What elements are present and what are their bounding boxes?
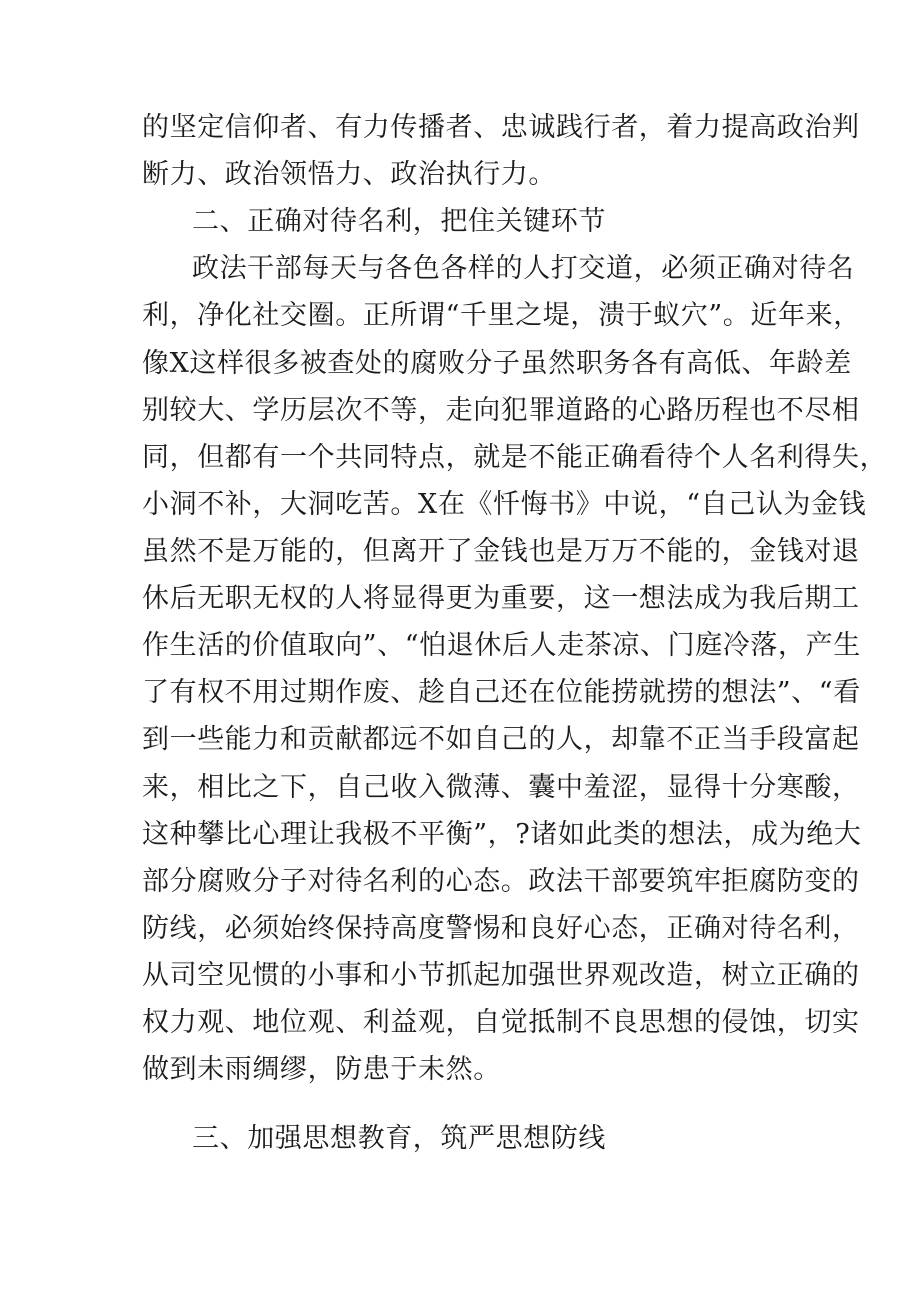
- text-line: 从司空见惯的小事和小节抓起加强世界观改造，树立正确的: [142, 960, 860, 991]
- text-line: 部分腐败分子对待名利的心态。政法干部要筑牢拒腐防变的: [142, 866, 860, 897]
- text-line: 这种攀比心理让我极不平衡”，?诸如此类的想法，成为绝大: [142, 819, 862, 850]
- text-line: 政法干部每天与各色各样的人打交道，必须正确对待名: [192, 253, 855, 284]
- section-heading-3: 三、加强思想教育，筑严思想防线: [192, 1123, 606, 1154]
- text-line: 利，净化社交圈。正所谓“千里之堤，溃于蚁穴”。近年来，: [142, 300, 861, 331]
- text-line: 小洞不补，大洞吃苦。X在《忏悔书》中说，“自己认为金钱: [142, 489, 867, 520]
- text-line: 做到未雨绸缪，防患于未然。: [142, 1054, 501, 1085]
- section-heading-2: 二、正确对待名利，把住关键环节: [192, 206, 606, 237]
- text-line: 虽然不是万能的，但离开了金钱也是万万不能的，金钱对退: [142, 536, 860, 567]
- text-line: 作生活的价值取向”、“怕退休后人走茶凉、门庭冷落，产生: [142, 630, 861, 661]
- text-line: 来，相比之下，自己收入微薄、囊中羞涩，显得十分寒酸，: [142, 772, 860, 803]
- text-line: 别较大、学历层次不等，走向犯罪道路的心路历程也不尽相: [142, 395, 860, 426]
- text-line: 断力、政治领悟力、政治执行力。: [142, 159, 556, 190]
- text-line: 防线，必须始终保持高度警惕和良好心态，正确对待名利，: [142, 913, 860, 944]
- text-line: 休后无职无权的人将显得更为重要，这一想法成为我后期工: [142, 583, 860, 614]
- text-line: 同，但都有一个共同特点，就是不能正确看待个人名利得失，: [142, 442, 888, 473]
- text-line: 了有权不用过期作废、趁自己还在位能捞就捞的想法”、“看: [142, 677, 861, 708]
- text-line: 到一些能力和贡献都远不如自己的人，却靠不正当手段富起: [142, 724, 860, 755]
- text-line: 像X这样很多被查处的腐败分子虽然职务各有高低、年龄差: [142, 348, 852, 379]
- text-line: 权力观、地位观、利益观，自觉抵制不良思想的侵蚀，切实: [142, 1007, 860, 1038]
- text-line: 的坚定信仰者、有力传播者、忠诚践行者，着力提高政治判: [142, 112, 860, 143]
